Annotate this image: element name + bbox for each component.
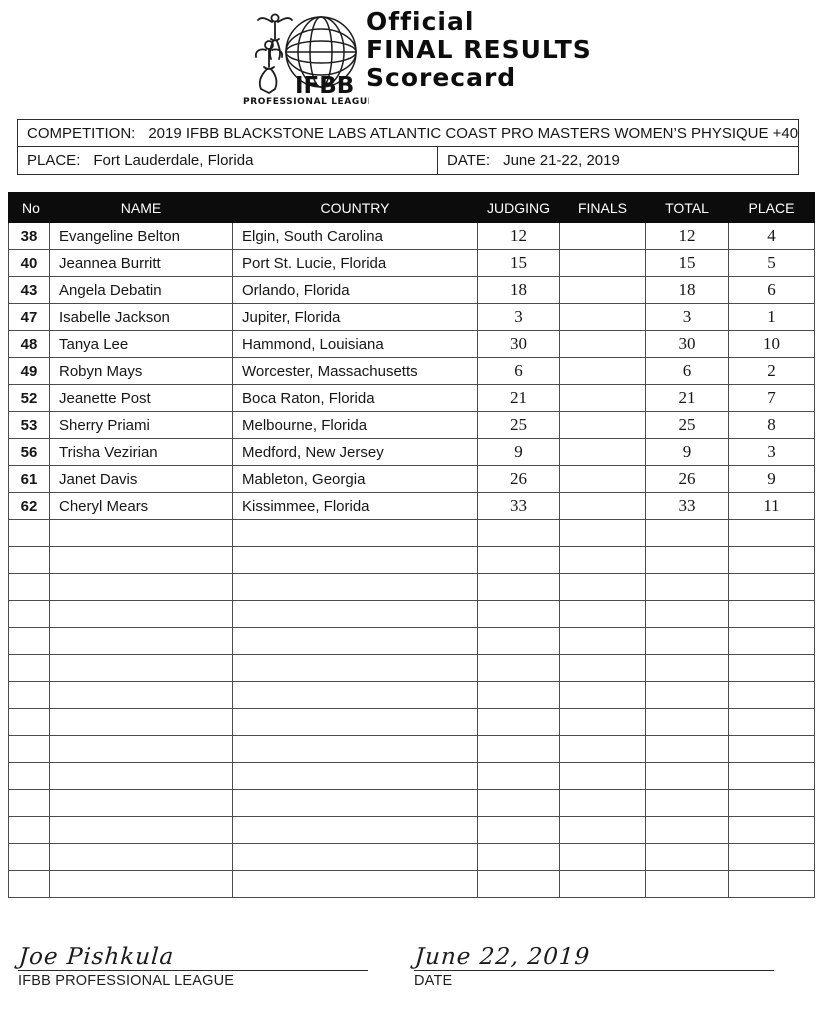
cell-name bbox=[50, 763, 233, 790]
place-value: Fort Lauderdale, Florida bbox=[93, 152, 254, 169]
cell-no bbox=[9, 844, 50, 871]
official-signature: Joe Pishkula bbox=[18, 944, 176, 970]
cell-judging: 30 bbox=[478, 331, 560, 358]
cell-no: 61 bbox=[9, 466, 50, 493]
cell-country bbox=[233, 817, 478, 844]
cell-place: 10 bbox=[729, 331, 815, 358]
table-row-empty bbox=[9, 574, 815, 601]
cell-name bbox=[50, 844, 233, 871]
cell-total bbox=[646, 547, 729, 574]
cell-no: 43 bbox=[9, 277, 50, 304]
table-row-empty bbox=[9, 790, 815, 817]
cell-no bbox=[9, 682, 50, 709]
cell-country bbox=[233, 574, 478, 601]
column-header-judging: JUDGING bbox=[478, 193, 560, 223]
cell-finals bbox=[560, 385, 646, 412]
cell-country bbox=[233, 547, 478, 574]
place-label: PLACE: bbox=[27, 152, 81, 169]
competition-info-box bbox=[17, 119, 799, 175]
results-table bbox=[8, 192, 815, 898]
cell-total bbox=[646, 628, 729, 655]
place-cell bbox=[18, 147, 437, 174]
cell-judging: 12 bbox=[478, 223, 560, 250]
signature-org-label: IFBB PROFESSIONAL LEAGUE bbox=[18, 973, 235, 989]
cell-total: 15 bbox=[646, 250, 729, 277]
results-body bbox=[9, 223, 815, 898]
cell-judging bbox=[478, 574, 560, 601]
cell-place: 5 bbox=[729, 250, 815, 277]
document-title bbox=[366, 8, 592, 92]
column-header-no: No bbox=[9, 193, 50, 223]
cell-total bbox=[646, 763, 729, 790]
cell-place: 7 bbox=[729, 385, 815, 412]
cell-name: Tanya Lee bbox=[50, 331, 233, 358]
cell-place: 3 bbox=[729, 439, 815, 466]
table-row-empty bbox=[9, 763, 815, 790]
cell-country: Kissimmee, Florida bbox=[233, 493, 478, 520]
cell-country bbox=[233, 601, 478, 628]
ifbb-globe-icon bbox=[242, 9, 369, 106]
cell-country bbox=[233, 736, 478, 763]
cell-place: 2 bbox=[729, 358, 815, 385]
cell-country: Mableton, Georgia bbox=[233, 466, 478, 493]
cell-place bbox=[729, 709, 815, 736]
cell-judging: 25 bbox=[478, 412, 560, 439]
cell-place bbox=[729, 547, 815, 574]
cell-no: 49 bbox=[9, 358, 50, 385]
cell-finals bbox=[560, 709, 646, 736]
cell-place: 8 bbox=[729, 412, 815, 439]
column-header-place: PLACE bbox=[729, 193, 815, 223]
table-row bbox=[9, 277, 815, 304]
cell-judging: 18 bbox=[478, 277, 560, 304]
table-row-empty bbox=[9, 844, 815, 871]
cell-finals bbox=[560, 331, 646, 358]
table-row bbox=[9, 358, 815, 385]
cell-total: 33 bbox=[646, 493, 729, 520]
cell-judging bbox=[478, 520, 560, 547]
cell-place bbox=[729, 520, 815, 547]
cell-judging bbox=[478, 844, 560, 871]
cell-judging: 26 bbox=[478, 466, 560, 493]
cell-judging bbox=[478, 736, 560, 763]
cell-name: Sherry Priami bbox=[50, 412, 233, 439]
cell-total bbox=[646, 736, 729, 763]
table-row bbox=[9, 250, 815, 277]
cell-finals bbox=[560, 466, 646, 493]
cell-judging: 6 bbox=[478, 358, 560, 385]
title-line-official: Official bbox=[366, 7, 475, 36]
cell-country: Worcester, Massachusetts bbox=[233, 358, 478, 385]
cell-total: 3 bbox=[646, 304, 729, 331]
place-date-row bbox=[18, 146, 798, 174]
cell-total bbox=[646, 601, 729, 628]
table-row bbox=[9, 304, 815, 331]
date-line bbox=[414, 941, 774, 971]
cell-country bbox=[233, 520, 478, 547]
cell-name bbox=[50, 871, 233, 898]
cell-no bbox=[9, 520, 50, 547]
cell-finals bbox=[560, 736, 646, 763]
cell-total bbox=[646, 655, 729, 682]
title-line-final-results: FINAL RESULTS bbox=[366, 35, 592, 64]
cell-country: Hammond, Louisiana bbox=[233, 331, 478, 358]
cell-judging bbox=[478, 817, 560, 844]
cell-country bbox=[233, 871, 478, 898]
cell-place: 1 bbox=[729, 304, 815, 331]
cell-country: Jupiter, Florida bbox=[233, 304, 478, 331]
cell-name: Evangeline Belton bbox=[50, 223, 233, 250]
cell-name bbox=[50, 817, 233, 844]
table-row-empty bbox=[9, 628, 815, 655]
cell-no: 62 bbox=[9, 493, 50, 520]
cell-name: Robyn Mays bbox=[50, 358, 233, 385]
cell-total bbox=[646, 709, 729, 736]
cell-total: 9 bbox=[646, 439, 729, 466]
cell-judging bbox=[478, 682, 560, 709]
cell-finals bbox=[560, 250, 646, 277]
cell-total bbox=[646, 817, 729, 844]
cell-country: Medford, New Jersey bbox=[233, 439, 478, 466]
table-row-empty bbox=[9, 655, 815, 682]
cell-total: 21 bbox=[646, 385, 729, 412]
cell-name bbox=[50, 736, 233, 763]
cell-place bbox=[729, 682, 815, 709]
cell-place bbox=[729, 871, 815, 898]
table-row-empty bbox=[9, 547, 815, 574]
table-row-empty bbox=[9, 520, 815, 547]
cell-place bbox=[729, 628, 815, 655]
cell-no bbox=[9, 655, 50, 682]
cell-place bbox=[729, 844, 815, 871]
cell-place bbox=[729, 736, 815, 763]
cell-finals bbox=[560, 601, 646, 628]
cell-finals bbox=[560, 817, 646, 844]
cell-no: 53 bbox=[9, 412, 50, 439]
cell-finals bbox=[560, 871, 646, 898]
cell-finals bbox=[560, 547, 646, 574]
cell-total: 6 bbox=[646, 358, 729, 385]
date-label: DATE: bbox=[447, 152, 491, 169]
cell-judging: 3 bbox=[478, 304, 560, 331]
cell-no: 48 bbox=[9, 331, 50, 358]
cell-judging bbox=[478, 547, 560, 574]
cell-no bbox=[9, 763, 50, 790]
cell-judging bbox=[478, 709, 560, 736]
cell-judging bbox=[478, 628, 560, 655]
cell-finals bbox=[560, 763, 646, 790]
cell-finals bbox=[560, 790, 646, 817]
table-row-empty bbox=[9, 736, 815, 763]
cell-total bbox=[646, 844, 729, 871]
cell-country bbox=[233, 763, 478, 790]
cell-finals bbox=[560, 628, 646, 655]
title-line-scorecard: Scorecard bbox=[366, 63, 517, 92]
cell-judging: 33 bbox=[478, 493, 560, 520]
cell-country bbox=[233, 682, 478, 709]
cell-place bbox=[729, 574, 815, 601]
date-signature: June 22, 2019 bbox=[414, 944, 592, 970]
cell-name: Jeannea Burritt bbox=[50, 250, 233, 277]
cell-place bbox=[729, 655, 815, 682]
competition-label: COMPETITION: bbox=[27, 124, 136, 142]
cell-no bbox=[9, 817, 50, 844]
cell-name: Trisha Vezirian bbox=[50, 439, 233, 466]
signature-line bbox=[18, 941, 368, 971]
cell-judging bbox=[478, 601, 560, 628]
cell-finals bbox=[560, 304, 646, 331]
column-header-total: TOTAL bbox=[646, 193, 729, 223]
column-header-country: COUNTRY bbox=[233, 193, 478, 223]
competition-value: 2019 IFBB BLACKSTONE LABS ATLANTIC COAST PRO MASTERS WOMEN’S PHYSIQUE +40 bbox=[148, 124, 799, 142]
table-row-empty bbox=[9, 682, 815, 709]
cell-place bbox=[729, 763, 815, 790]
cell-name bbox=[50, 547, 233, 574]
date-cell bbox=[437, 147, 798, 174]
cell-country bbox=[233, 628, 478, 655]
cell-name bbox=[50, 682, 233, 709]
table-row bbox=[9, 493, 815, 520]
cell-no bbox=[9, 709, 50, 736]
cell-country: Orlando, Florida bbox=[233, 277, 478, 304]
cell-name: Angela Debatin bbox=[50, 277, 233, 304]
cell-country: Melbourne, Florida bbox=[233, 412, 478, 439]
cell-place: 11 bbox=[729, 493, 815, 520]
cell-place: 6 bbox=[729, 277, 815, 304]
cell-place bbox=[729, 790, 815, 817]
cell-finals bbox=[560, 277, 646, 304]
logo-subtitle: PROFESSIONAL LEAGUE bbox=[243, 97, 369, 106]
cell-country bbox=[233, 844, 478, 871]
table-row bbox=[9, 439, 815, 466]
cell-no bbox=[9, 736, 50, 763]
cell-finals bbox=[560, 844, 646, 871]
cell-total bbox=[646, 574, 729, 601]
table-row-empty bbox=[9, 601, 815, 628]
cell-judging bbox=[478, 871, 560, 898]
table-row bbox=[9, 466, 815, 493]
cell-judging: 21 bbox=[478, 385, 560, 412]
competition-cell bbox=[18, 120, 798, 146]
cell-total: 25 bbox=[646, 412, 729, 439]
cell-no bbox=[9, 601, 50, 628]
cell-country: Boca Raton, Florida bbox=[233, 385, 478, 412]
cell-no: 52 bbox=[9, 385, 50, 412]
column-header-name: NAME bbox=[50, 193, 233, 223]
cell-name bbox=[50, 790, 233, 817]
cell-country bbox=[233, 790, 478, 817]
date-signature-block bbox=[414, 941, 774, 989]
table-row bbox=[9, 223, 815, 250]
official-signature-block bbox=[18, 941, 368, 989]
cell-place bbox=[729, 601, 815, 628]
cell-finals bbox=[560, 223, 646, 250]
cell-finals bbox=[560, 574, 646, 601]
cell-no: 56 bbox=[9, 439, 50, 466]
cell-no bbox=[9, 790, 50, 817]
cell-judging bbox=[478, 790, 560, 817]
cell-judging bbox=[478, 655, 560, 682]
cell-total bbox=[646, 790, 729, 817]
cell-place: 9 bbox=[729, 466, 815, 493]
cell-name bbox=[50, 628, 233, 655]
cell-name: Janet Davis bbox=[50, 466, 233, 493]
cell-finals bbox=[560, 439, 646, 466]
cell-no bbox=[9, 547, 50, 574]
cell-total: 26 bbox=[646, 466, 729, 493]
table-row-empty bbox=[9, 709, 815, 736]
table-row bbox=[9, 385, 815, 412]
cell-finals bbox=[560, 520, 646, 547]
cell-total bbox=[646, 520, 729, 547]
cell-no bbox=[9, 628, 50, 655]
cell-judging bbox=[478, 763, 560, 790]
table-row-empty bbox=[9, 871, 815, 898]
cell-finals bbox=[560, 655, 646, 682]
cell-no bbox=[9, 574, 50, 601]
cell-finals bbox=[560, 358, 646, 385]
cell-no bbox=[9, 871, 50, 898]
table-row bbox=[9, 412, 815, 439]
cell-country: Port St. Lucie, Florida bbox=[233, 250, 478, 277]
cell-name: Jeanette Post bbox=[50, 385, 233, 412]
cell-name bbox=[50, 574, 233, 601]
cell-name bbox=[50, 655, 233, 682]
cell-judging: 15 bbox=[478, 250, 560, 277]
table-row-empty bbox=[9, 817, 815, 844]
cell-country: Elgin, South Carolina bbox=[233, 223, 478, 250]
table-row bbox=[9, 331, 815, 358]
cell-finals bbox=[560, 412, 646, 439]
column-header-finals: FINALS bbox=[560, 193, 646, 223]
cell-name bbox=[50, 709, 233, 736]
logo-acronym: IFBB bbox=[295, 73, 355, 99]
cell-no: 40 bbox=[9, 250, 50, 277]
cell-total bbox=[646, 682, 729, 709]
cell-place: 4 bbox=[729, 223, 815, 250]
cell-place bbox=[729, 817, 815, 844]
date-signature-label: DATE bbox=[414, 973, 453, 989]
cell-no: 47 bbox=[9, 304, 50, 331]
cell-country bbox=[233, 709, 478, 736]
cell-judging: 9 bbox=[478, 439, 560, 466]
cell-name bbox=[50, 601, 233, 628]
cell-country bbox=[233, 655, 478, 682]
cell-no: 38 bbox=[9, 223, 50, 250]
cell-finals bbox=[560, 493, 646, 520]
cell-total: 30 bbox=[646, 331, 729, 358]
cell-name: Cheryl Mears bbox=[50, 493, 233, 520]
cell-name: Isabelle Jackson bbox=[50, 304, 233, 331]
cell-total bbox=[646, 871, 729, 898]
cell-total: 18 bbox=[646, 277, 729, 304]
table-header-row bbox=[9, 193, 815, 223]
competition-row bbox=[18, 120, 798, 146]
cell-total: 12 bbox=[646, 223, 729, 250]
cell-name bbox=[50, 520, 233, 547]
ifbb-logo bbox=[242, 9, 369, 106]
date-value: June 21-22, 2019 bbox=[503, 152, 620, 169]
cell-finals bbox=[560, 682, 646, 709]
